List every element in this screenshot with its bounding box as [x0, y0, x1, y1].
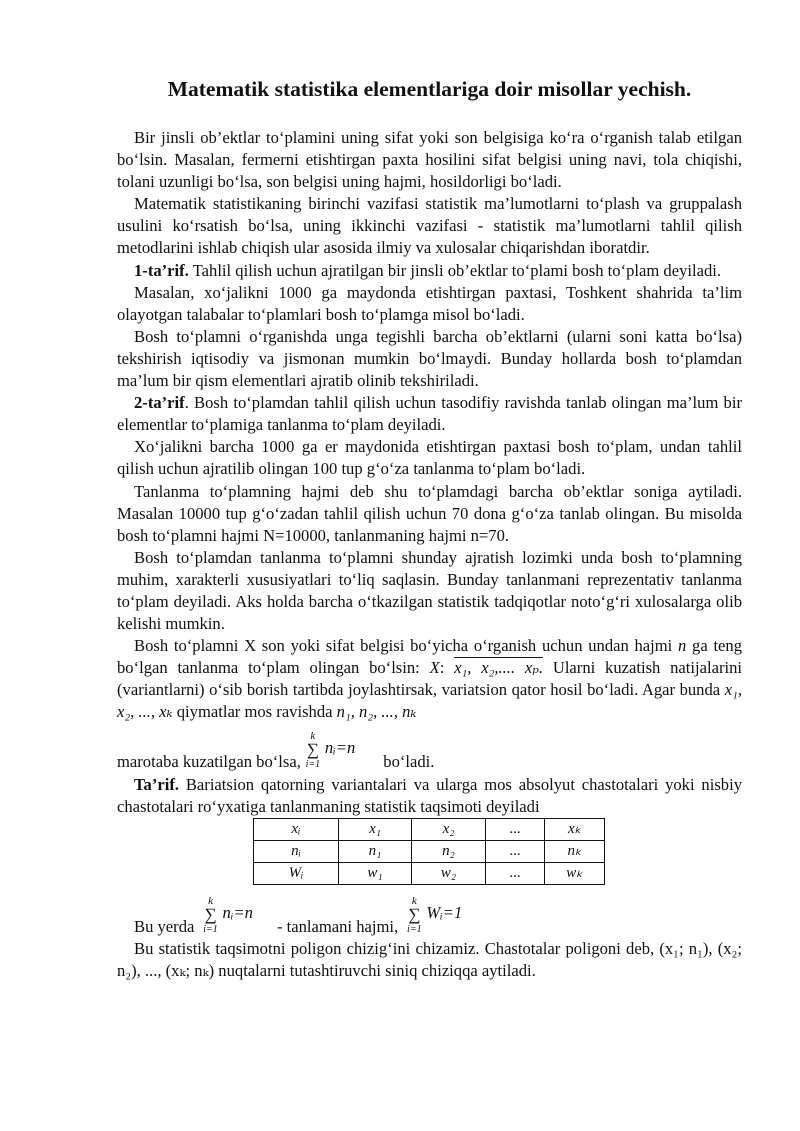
sample-values-sequence: x₁, x₂,.... xₚ.	[454, 658, 544, 678]
definition-1-term: 1-ta’rif.	[134, 260, 189, 280]
definition-1	[117, 260, 742, 282]
document-title: Matematik statistika elementlariga doir misollar yechish.	[167, 77, 692, 101]
table-cell: ...	[486, 840, 545, 862]
table-cell: ...	[486, 818, 545, 840]
sum-expression-n: nᵢ=n	[324, 738, 356, 758]
definition-3-text: Bariatsion qatorning variantalari va ularga mos absolyut chastotalari yoki nisbiy chastotalari ro‘yxatiga tanlanmaning statistik taqsimoti deyiladi	[117, 774, 742, 816]
definition-1-text: Tahlil qilish uchun ajratilgan bir jinsli ob’ektlar to‘plami bosh to‘plam deyiladi.	[188, 260, 722, 280]
paragraph-sampling-need: Bosh to‘plamni o‘rganishda unga tegishli barcha ob’ektlarni (ularni soni katta bo‘lsa) tekshirish iqtisodiy va jismonan mumkin bo‘lmaydi. Bunday hollarda bosh to‘plamdan ma’lum bir qism elementlari ajratib olinib tekshiriladi.	[117, 326, 742, 391]
table-cell: x₁	[339, 818, 412, 840]
table-cell: w₂	[412, 862, 486, 884]
paragraph-variation-series: Bosh to‘plamni X son yoki sifat belgisi bo‘yicha o‘rganish uchun undan hajmi n ga teng bo‘lgan tanlanma to‘plam olingan bo‘lsin: X: x₁, x₂,.... xₚ. Ularni kuzatish natijalarini (variantlarni) o‘sib borish tartibda joylashtirsak, variatsion qator hosil bo‘ladi. Agar bunda x₁, x₂, ..., xₖ qiymatlar mos ravishda n₁, n₂, ..., nₖ	[117, 636, 743, 722]
paragraph-representative: Bosh to‘plamdan tanlanma to‘plamni shunday ajratish lozimki unda bosh to‘plamning muhim, xarakterli xususiyatlari to‘liq saqlasin. Bunday tanlanmani reprezentativ tanlanma to‘plam deyiladi. Aks holda barcha o‘tkazilgan statistik tadqiqotlar noto‘g‘ri xulosalarga olib kelishi mumkin.	[117, 547, 742, 634]
variant-values: x₁, x₂, ..., xₖ	[117, 680, 742, 722]
document-page	[117, 72, 742, 982]
table-cell: nₖ	[545, 840, 605, 862]
paragraph-example-general: Masalan, xo‘jalikni 1000 ga maydonda etishtirgan paxtasi, Toshkent shahrida ta’lim olayotgan talabalar to‘plamlari bosh to‘plamga misol bo‘ladi.	[117, 282, 742, 324]
table-cell: n₂	[412, 840, 486, 862]
definition-3-term: Ta’rif.	[134, 774, 180, 794]
sum-expression-n: nᵢ=n	[222, 902, 253, 922]
table-cell: ...	[486, 862, 545, 884]
table-row	[254, 840, 605, 862]
definition-2	[117, 392, 742, 436]
paragraph-intro: Bir jinsli ob’ektlar to‘plamini uning sifat yoki son belgisiga ko‘ra o‘rganish talab etilgan bo‘lsin. Masalan, fermerni etishtirgan paxta hosilini sifat belgisi uning navi, tola chiqishi, tolani uzunligi bo‘lsa, son belgisi uning hajmi, hosildorligi bo‘ladi.	[117, 128, 742, 192]
sum-symbol: k ∑ i=1	[305, 730, 321, 771]
table-cell: Wᵢ	[254, 862, 339, 884]
sum-symbol: k ∑ i=1	[407, 894, 422, 935]
paragraph-polygon: Bu statistik taqsimotni poligon chizig‘ini chizamiz. Chastotalar poligoni deb, (x₁; n₁), (x₂; n₂), ..., (xₖ; nₖ) nuqtalarni tutashtiruvchi siniq chiziqqa aytiladi.	[117, 938, 742, 980]
table-row	[254, 818, 605, 840]
sum-explanation-line: Bu yerda k ∑ i=1 nᵢ=n- tanlamani hajmi, k ∑ i=1 Wᵢ=1	[134, 894, 463, 936]
table-cell: nᵢ	[254, 840, 339, 862]
definition-3	[117, 774, 742, 818]
table-cell: xᵢ	[254, 818, 339, 840]
paragraph-sample-size: Tanlanma to‘plamning hajmi deb shu to‘plamdagi barcha ob’ektlar soniga aytiladi. Masalan 10000 tup g‘o‘zadan tahlil qilish uchun 70 dona g‘o‘za tanlab olingan. Bu misolda bosh to‘plamni hajmi N=10000, tanlanmaning hajmi n=70.	[117, 481, 742, 545]
table-cell: xₖ	[545, 818, 605, 840]
paragraph-example-sample: Xo‘jalikni barcha 1000 ga er maydonida etishtirgan paxtasi bosh to‘plam, undan tahlil qilish uchun ajratilib olingan 100 tup g‘o‘za tanlanma to‘plam bo‘ladi.	[117, 437, 742, 479]
table-cell: w₁	[339, 862, 412, 884]
sum-symbol: k ∑ i=1	[203, 894, 218, 935]
table-cell: x₂	[412, 818, 486, 840]
table-row	[254, 862, 605, 884]
table-cell: wₖ	[545, 862, 605, 884]
distribution-table	[253, 818, 605, 885]
paragraph-tasks: Matematik statistikaning birinchi vazifasi statistik ma’lumotlarni to‘plash va gruppalash usulini ko‘rsatish bo‘lsa, uning ikkinchi vazifasi - statistik ma’lumotlarni tahlil qilish metodlarini ishlab chiqish ular asosida ilmiy va xulosalar chiqarishdan iboratdir.	[117, 194, 742, 258]
definition-2-text: . Bosh to‘plamdan tahlil qilish uchun tasodifiy ravishda tanlab olingan ma’lum bir elementlar to‘plamiga tanlanma to‘plam deyiladi.	[117, 393, 742, 435]
table-cell: n₁	[339, 840, 412, 862]
sum-expression-w: Wᵢ=1	[426, 902, 463, 922]
sum-formula-line: marotaba kuzatilgan bo‘lsa, k ∑ i=1 nᵢ=nbo‘ladi.	[117, 730, 435, 772]
definition-2-term: 2-ta’rif	[134, 393, 185, 413]
frequency-values: n₁, n₂, ..., nₖ	[336, 702, 417, 722]
